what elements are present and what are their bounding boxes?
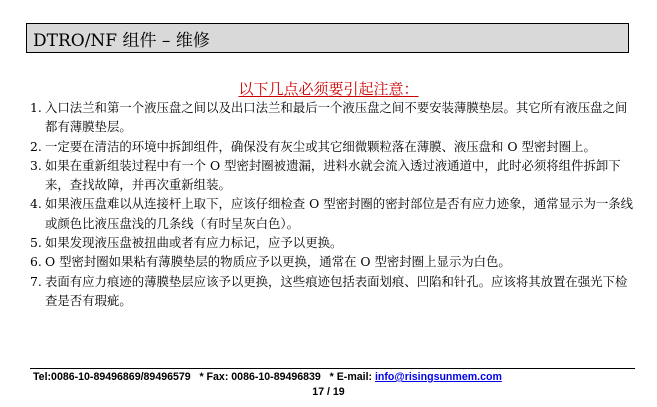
list-item (30, 272, 638, 311)
list-item-number: 4. (30, 196, 42, 212)
list-item-text: 一定要在清洁的环境中拆卸组件，确保没有灰尘或其它细微颗粒落在薄膜、液压盘和 O 型密封圈上。 (45, 138, 596, 154)
footer-divider (30, 368, 635, 369)
list-item-number: 2. (30, 138, 42, 154)
list-item-number: 7. (30, 273, 42, 289)
notice-heading (0, 78, 657, 99)
email-link[interactable]: info@risingsunmem.com (374, 371, 502, 383)
maintenance-list (30, 98, 638, 310)
list-item (30, 233, 638, 252)
list-item-text: O 型密封圈如果粘有薄膜垫层的物质应予以更换，通常在 O 型密封圈上显示为白色。 (45, 254, 511, 270)
list-item (30, 156, 638, 195)
list-item-text: 如果发现液压盘被扭曲或者有应力标记，应予以更换。 (45, 235, 343, 251)
list-item-number: 6. (30, 254, 42, 270)
list-item (30, 194, 638, 233)
list-item-text: 如果液压盘难以从连接杆上取下，应该仔细检查 O 型密封圈的密封部位是否有应力迹象，通常显示为一条线或颜色比液压盘浅的几条线（有时呈灰白色）。 (45, 196, 634, 231)
section-title: DTRO/NF 组件 – 维修 (33, 30, 210, 51)
list-item (30, 98, 638, 137)
section-header (26, 23, 629, 53)
page-number: 17 / 19 (312, 386, 345, 398)
list-item (30, 252, 638, 271)
list-item-text: 表面有应力痕迹的薄膜垫层应该予以更换，这些痕迹包括表面划痕、凹陷和针孔。应该将其放置在强光下检查是否有瑕疵。 (45, 273, 628, 308)
footer-contact (33, 371, 502, 383)
list-item-text: 入口法兰和第一个液压盘之间以及出口法兰和最后一个液压盘之间不要安装薄膜垫层。其它所有液压盘之间都有薄膜垫层。 (45, 100, 628, 135)
list-item-number: 5. (30, 235, 42, 251)
footer-contact-text: Tel:0086-10-89496869/89496579 * Fax: 0086-10-89496839 * E-mail: (33, 371, 375, 383)
list-item (30, 137, 638, 156)
list-item-text: 如果在重新组装过程中有一个 O 型密封圈被遗漏，进料水就会流入透过液通道中，此时必须将组件拆卸下来，查找故障，并再次重新组装。 (45, 157, 621, 193)
notice-text: 以下几点必须要引起注意： (238, 80, 419, 98)
list-item-number: 1. (30, 100, 42, 115)
list-item-number: 3. (30, 157, 42, 173)
